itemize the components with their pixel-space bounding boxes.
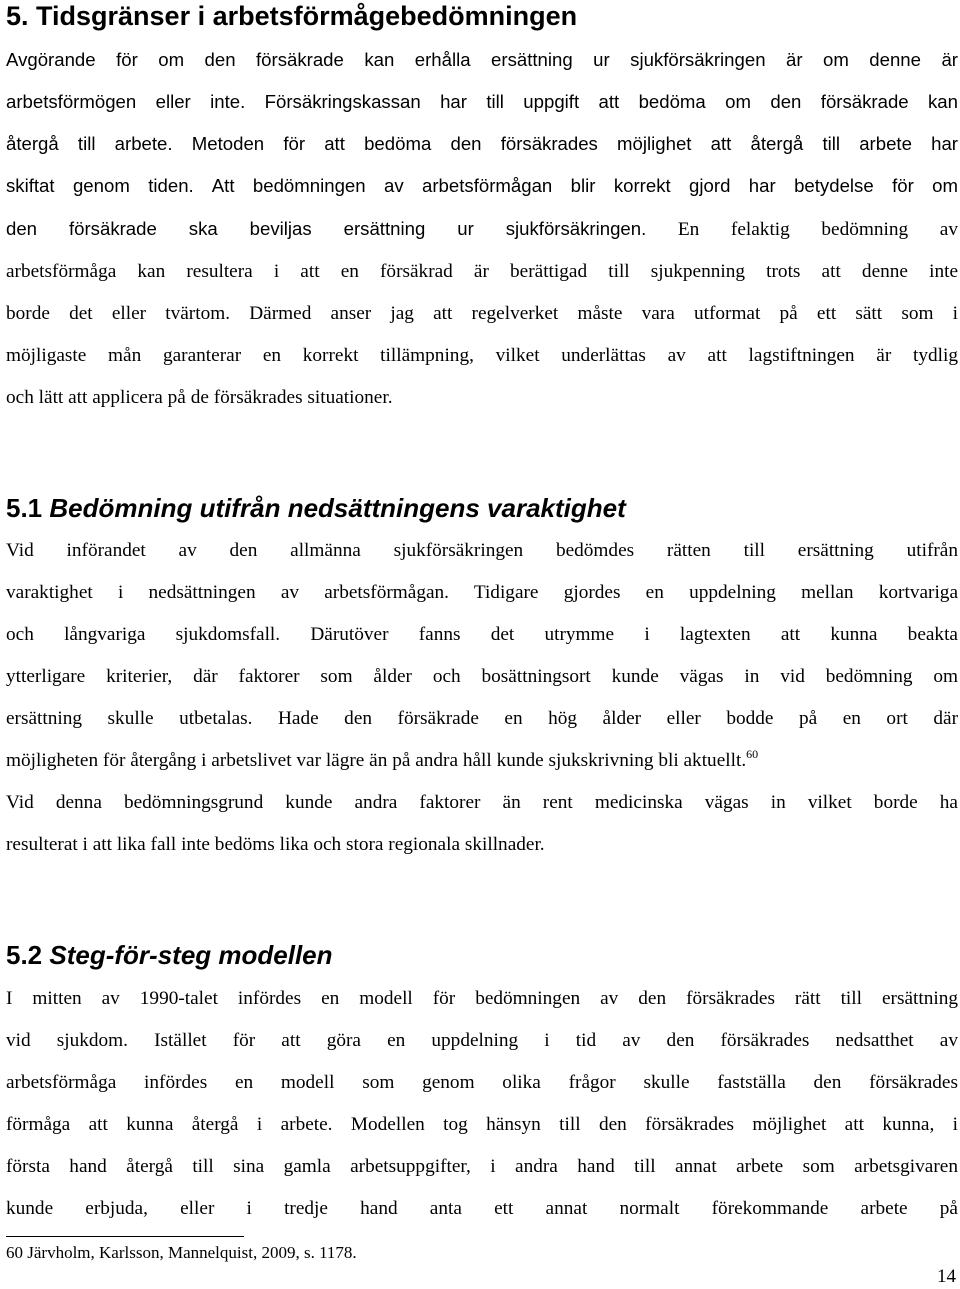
- paragraph-line: arbetsförmögen eller inte. Försäkringskassan har till uppgift att bedöma om den försäkrade kan: [6, 91, 958, 112]
- paragraph-line: ersättning skulle utbetalas. Hade den försäkrade en hög ålder eller bodde på en ort där: [6, 708, 958, 729]
- paragraph-line: Vid denna bedömningsgrund kunde andra faktorer än rent medicinska vägas in vilket borde ha: [6, 792, 958, 813]
- paragraph-line: I mitten av 1990-talet infördes en modell för bedömningen av den försäkrades rätt till ersättning: [6, 988, 958, 1009]
- paragraph-line: [6, 208, 958, 251]
- paragraph-line: Avgörande för om den försäkrade kan erhålla ersättning ur sjukförsäkringen är om denne är: [6, 49, 958, 70]
- paragraph-line: Vid införandet av den allmänna sjukförsäkringen bedömdes rätten till ersättning utifrån: [6, 540, 958, 561]
- heading-text: Bedömning utifrån nedsättningens varaktighet: [49, 493, 626, 523]
- line-segment: Att bedömningen av arbetsförmågan blir korrekt gjord har betydelse för om: [211, 175, 958, 196]
- footnote-reference: 60: [746, 747, 759, 761]
- paragraph-line: förmåga att kunna återgå i arbete. Modellen tog hänsyn till den försäkrades möjlighet att kunna, i: [6, 1114, 958, 1135]
- paragraph-line: möjligaste mån garanterar en korrekt tillämpning, vilket underlättas av att lagstiftningen är tydlig: [6, 345, 958, 366]
- paragraph-line: och lätt att applicera på de försäkrades situationer.: [6, 387, 393, 408]
- paragraph-line: vid sjukdom. Istället för att göra en uppdelning i tid av den försäkrades nedsatthet av: [6, 1030, 958, 1051]
- paragraph-line: och långvariga sjukdomsfall. Därutöver fanns det utrymme i lagtexten att kunna beakta: [6, 624, 958, 645]
- footnote-divider: [6, 1236, 244, 1237]
- line-segment: En felaktig bedömning av: [677, 219, 958, 240]
- paragraph-line: arbetsförmåga kan resultera i att en försäkrad är berättigad till sjukpenning trots att denne inte: [6, 261, 958, 282]
- heading-text: Steg-för-steg modellen: [49, 940, 333, 970]
- section-heading-5: 5. Tidsgränser i arbetsförmågebedömningen: [6, 1, 578, 31]
- paragraph-line: första hand återgå till sina gamla arbetsuppgifter, i andra hand till annat arbete som arbetsgivaren: [6, 1156, 958, 1177]
- paragraph-line: resulterat i att lika fall inte bedöms lika och stora regionala skillnader.: [6, 834, 545, 855]
- paragraph-line: återgå till arbete. Metoden för att bedöma den försäkrades möjlighet att återgå till arbete har: [6, 133, 958, 154]
- section-heading-5-2: [6, 938, 333, 972]
- line-segment: skiftat genom tiden.: [6, 175, 194, 196]
- section-5-1-paragraph: [6, 530, 958, 866]
- line-segment: möjligheten för återgång i arbetslivet var lägre än på andra håll kunde sjukskrivning bli aktuellt.: [6, 750, 747, 771]
- paragraph-line: ytterligare kriterier, där faktorer som ålder och bosättningsort kunde vägas in vid bedömning om: [6, 666, 958, 687]
- paragraph-line: [6, 740, 958, 782]
- section-5-2-paragraph: [6, 978, 958, 1230]
- line-segment: borde det eller tvärtom.: [6, 303, 231, 324]
- line-segment: den försäkrade ska beviljas ersättning ur sjukförsäkringen.: [6, 218, 647, 239]
- line-segment: Därmed anser jag att regelverket måste vara utformat på ett sätt som i: [249, 303, 958, 324]
- page-number: 14: [937, 1266, 956, 1287]
- section-heading-5-1: [6, 491, 626, 525]
- footnote: 60 Järvholm, Karlsson, Mannelquist, 2009, s. 1178.: [6, 1243, 357, 1262]
- paragraph-line: [6, 293, 958, 335]
- paragraph-line: arbetsförmåga infördes en modell som genom olika frågor skulle fastställa den försäkrades: [6, 1072, 958, 1093]
- heading-number: 5.2: [6, 940, 43, 970]
- section-5-paragraph: [6, 39, 958, 419]
- heading-number: 5.1: [6, 493, 43, 523]
- paragraph-line: [6, 165, 958, 208]
- paragraph-line: varaktighet i nedsättningen av arbetsförmågan. Tidigare gjordes en uppdelning mellan kortvariga: [6, 582, 958, 603]
- paragraph-line: kunde erbjuda, eller i tredje hand anta ett annat normalt förekommande arbete på: [6, 1198, 958, 1219]
